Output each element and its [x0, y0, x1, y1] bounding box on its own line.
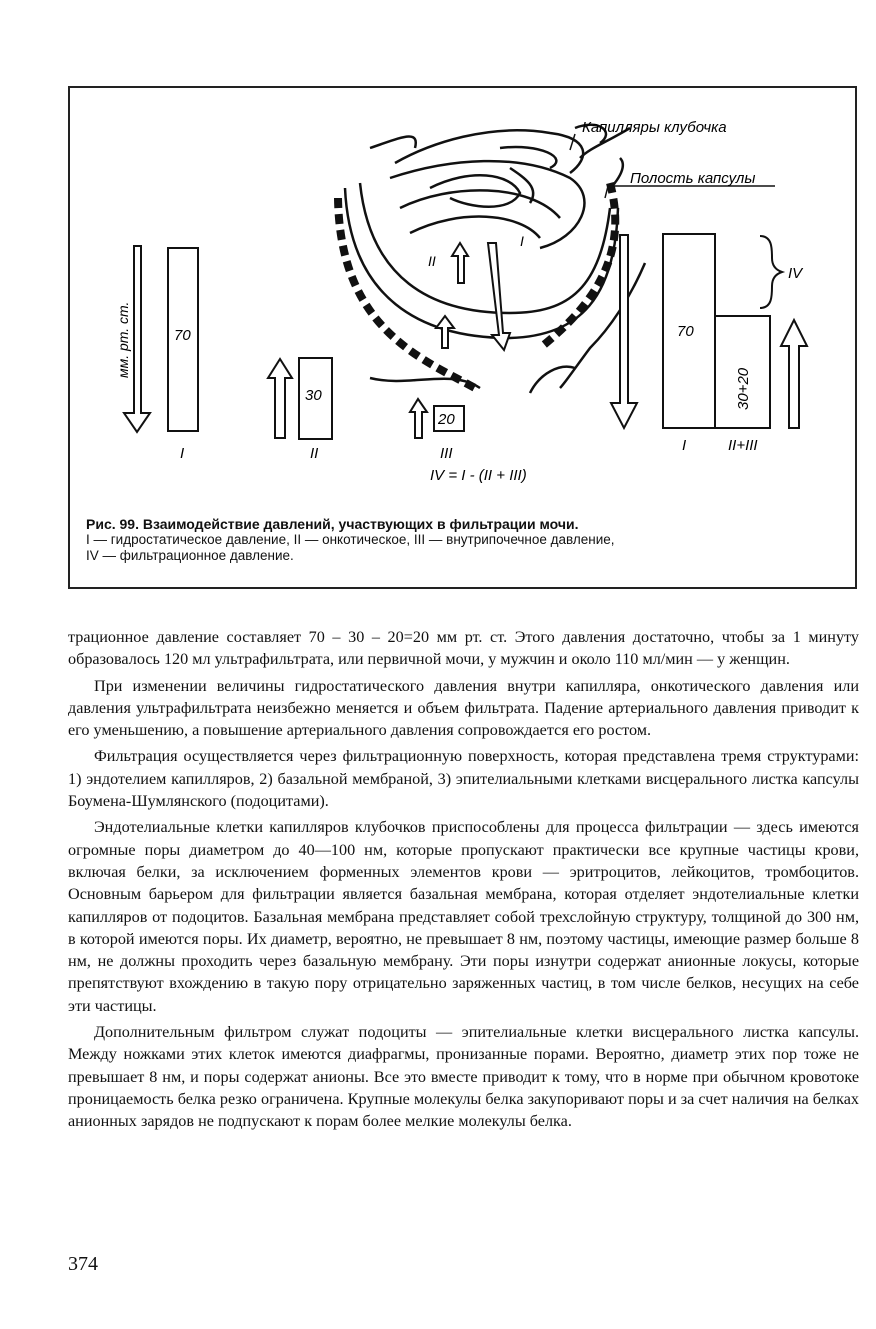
caption-line-3: IV — фильтрационное давление.	[86, 548, 294, 563]
label-capillaries: Капилляры клубочка	[582, 119, 727, 136]
caption-line-2: I — гидростатическое давление, II — онкотическое, III — внутрипочечное давление,	[86, 532, 615, 547]
pressure-diagram	[70, 88, 855, 508]
paragraph-2: При изменении величины гидростатического давления внутри капилляра, онкотического давления или давления ультрафильтрата неизбежно меняется и объем фильтрата. Падение артериального давления приводит к его уменьшению, а повышение артериального давления сопровождается его ростом.	[68, 676, 859, 740]
inner-arrow-down	[488, 243, 510, 350]
label-I: I	[180, 445, 185, 462]
page-number: 374	[68, 1253, 98, 1275]
arrow-up-right	[781, 320, 807, 428]
arrow-up-III	[410, 399, 427, 438]
formula: IV = I - (II + III)	[430, 467, 527, 484]
arrow-down-right	[611, 235, 637, 428]
paragraph-3: Фильтрация осуществляется через фильтрационную поверхность, которая представлена тремя структурами: 1) эндотелием капилляров, 2) базальной мембраной, 3) эпителиальными клетками висцерального листка капсулы Боумена-Шумлянского (подоцитами).	[68, 747, 859, 811]
figure-99	[68, 86, 857, 589]
label-III: III	[440, 445, 453, 462]
label-IV: IV	[788, 265, 803, 282]
inner-label-II: II	[428, 253, 436, 269]
axis-label: мм. рт. ст.	[115, 301, 131, 378]
paragraph-4: Эндотелиальные клетки капилляров клубочков приспособлены для процесса фильтрации — здесь имеются огромные поры диаметром до 40—100 нм, которые пропускают практически все крупные частицы крови, включая белки, за исключением форменных элементов крови — эритроцитов, лейкоцитов, тромбоцитов. Основным барьером для фильтрации является базальная мембрана, которая отделяет эндотелиальные клетки капилляров от подоцитов. Базальная мембрана представляет собой трехслойную структуру, толщиной до 300 нм, в которой имеются поры. Их диаметр, вероятно, не превышает 8 нм, поэтому частицы, имеющие размер больше 8 нм, не должны проходить через базальную мембрану. Эти поры изнутри содержат анионные локусы, которые препятствуют вхождению в такую пору отрицательно заряженных частиц, в том числе белков, несущих на себе эти частицы.	[68, 818, 859, 1015]
brace-IV	[760, 236, 782, 308]
arrow-up-II	[268, 359, 292, 438]
leader-capsule-2	[605, 186, 608, 198]
label-right-I: I	[682, 437, 687, 454]
label-capsule-cavity: Полость капсулы	[630, 170, 756, 187]
bar-II-value: 30	[305, 387, 322, 404]
bar-right-I-value: 70	[677, 323, 694, 340]
bar-III-value: 20	[438, 411, 455, 428]
leader-capillaries	[570, 134, 575, 150]
inner-arrow-up	[452, 243, 468, 283]
paragraph-5: Дополнительным фильтром служат подоциты — эпителиальные клетки висцерального листка капсулы. Между ножками этих клеток имеются диафрагмы, пронизанные порами. Вероятно, диаметр этих пор тоже не превышает 8 нм, и поры содержат анионы. Все это вместе приводит к тому, что в норме при обычном кровотоке проницаемость белка резко ограничена. Крупные молекулы белка закупоривают поры и за счет наличия на белках анионных зарядов не подпускают к порам более мелкие молекулы белка.	[68, 1023, 859, 1131]
inner-label-I: I	[520, 233, 524, 249]
paragraph-1: трационное давление составляет 70 – 30 – 20=20 мм рт. ст. Этого давления достаточно, чтобы за 1 минуту образовалось 120 мл ультрафильтрата, или первичной мочи, у мужчин и около 110 мл/мин — у женщин.	[68, 628, 859, 669]
figure-caption	[86, 516, 846, 564]
bar-right-II-III-value: 30+20	[735, 367, 752, 410]
caption-title: Рис. 99. Взаимодействие давлений, участвующих в фильтрации мочи.	[86, 516, 579, 532]
body-text	[68, 626, 859, 1137]
label-right-II-III: II+III	[728, 437, 758, 454]
bar-I-value: 70	[174, 327, 191, 344]
label-II: II	[310, 445, 319, 462]
